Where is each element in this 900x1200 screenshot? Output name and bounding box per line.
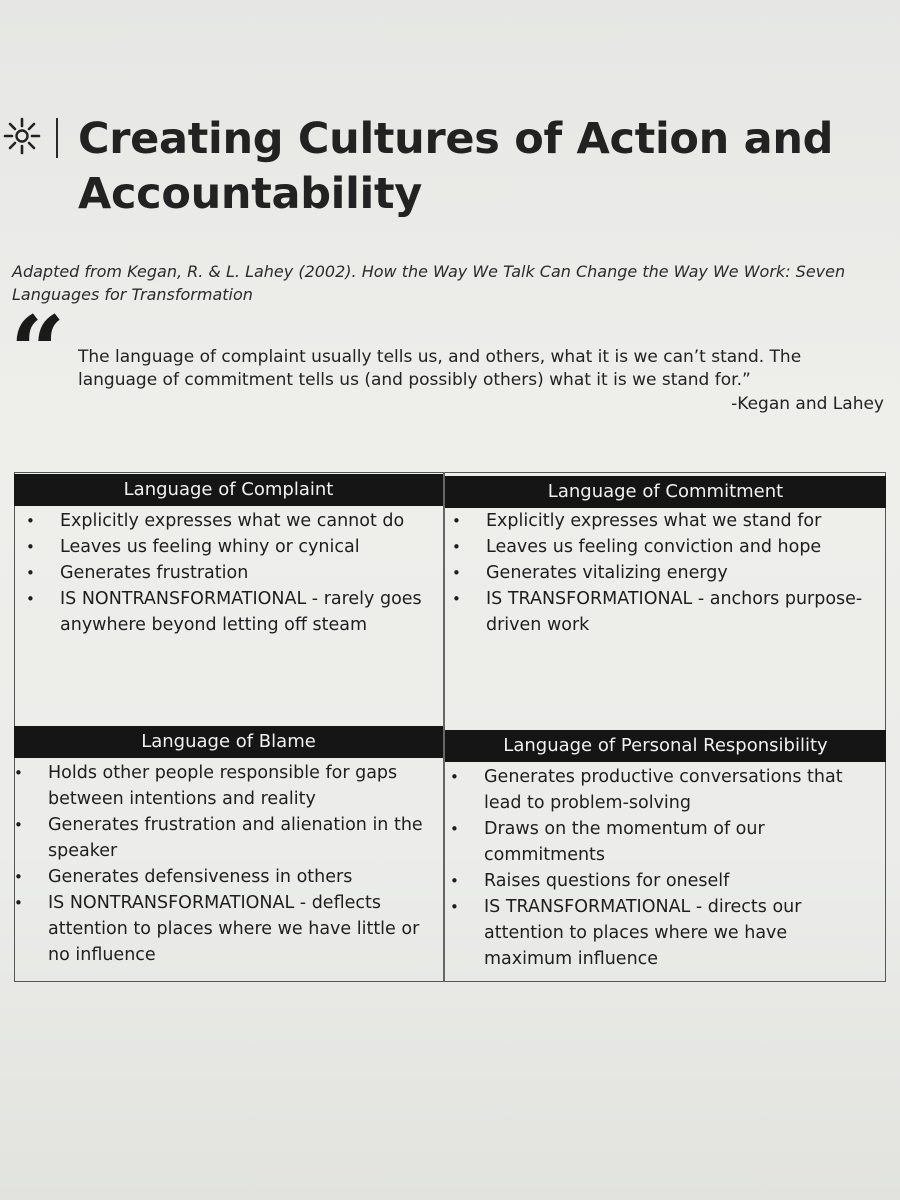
list-item: • Generates productive conversations that lead to problem-solving [450,764,880,816]
list-item: • Generates defensiveness in others [14,864,438,890]
list-item: • IS NONTRANSFORMATIONAL - rarely goes anywhere beyond letting off steam [26,586,438,638]
sun-burst-icon [2,116,42,156]
responsibility-cell [450,764,880,972]
complaint-cell [26,508,438,638]
list-item: • Raises questions for oneself [450,868,880,894]
list-item: • Generates frustration [26,560,438,586]
blame-cell [14,760,438,968]
list-item: • Leaves us feeling conviction and hope [452,534,880,560]
title-divider [56,118,58,158]
complaint-header: Language of Complaint [14,474,443,506]
list-item: • IS TRANSFORMATIONAL - anchors purpose-driven work [452,586,880,638]
blame-header: Language of Blame [14,726,443,758]
source-citation: Adapted from Kegan, R. & L. Lahey (2002). How the Way We Talk Can Change the Way We Work: Seven Languages for Transformation [12,262,846,304]
quote-author: -Kegan and Lahey [731,394,884,414]
list-item: • Holds other people responsible for gaps between intentions and reality [14,760,438,812]
list-item: • Explicitly expresses what we cannot do [26,508,438,534]
list-item: • Explicitly expresses what we stand for [452,508,880,534]
quote-text: The language of complaint usually tells us, and others, what it is we can’t stand. The language of commitment tells us (and possibly others) what it is we stand for.” [78,347,802,390]
grid-divider [443,472,445,982]
responsibility-header: Language of Personal Responsibility [445,730,886,762]
blame-list [14,760,438,968]
commitment-header: Language of Commitment [445,476,886,508]
list-item: • Generates vitalizing energy [452,560,880,586]
commitment-cell [452,508,880,638]
list-item: • Draws on the momentum of our commitments [450,816,880,868]
open-quote-icon: “ [10,295,66,408]
list-item: • Generates frustration and alienation in the speaker [14,812,438,864]
page-title: Creating Cultures of Action and Accountability [78,114,834,219]
complaint-list [26,508,438,638]
list-item: • IS NONTRANSFORMATIONAL - deflects attention to places where we have little or no influence [14,890,438,968]
commitment-list [452,508,880,638]
list-item: • Leaves us feeling whiny or cynical [26,534,438,560]
responsibility-list [450,764,880,972]
list-item: • IS TRANSFORMATIONAL - directs our attention to places where we have maximum influence [450,894,880,972]
